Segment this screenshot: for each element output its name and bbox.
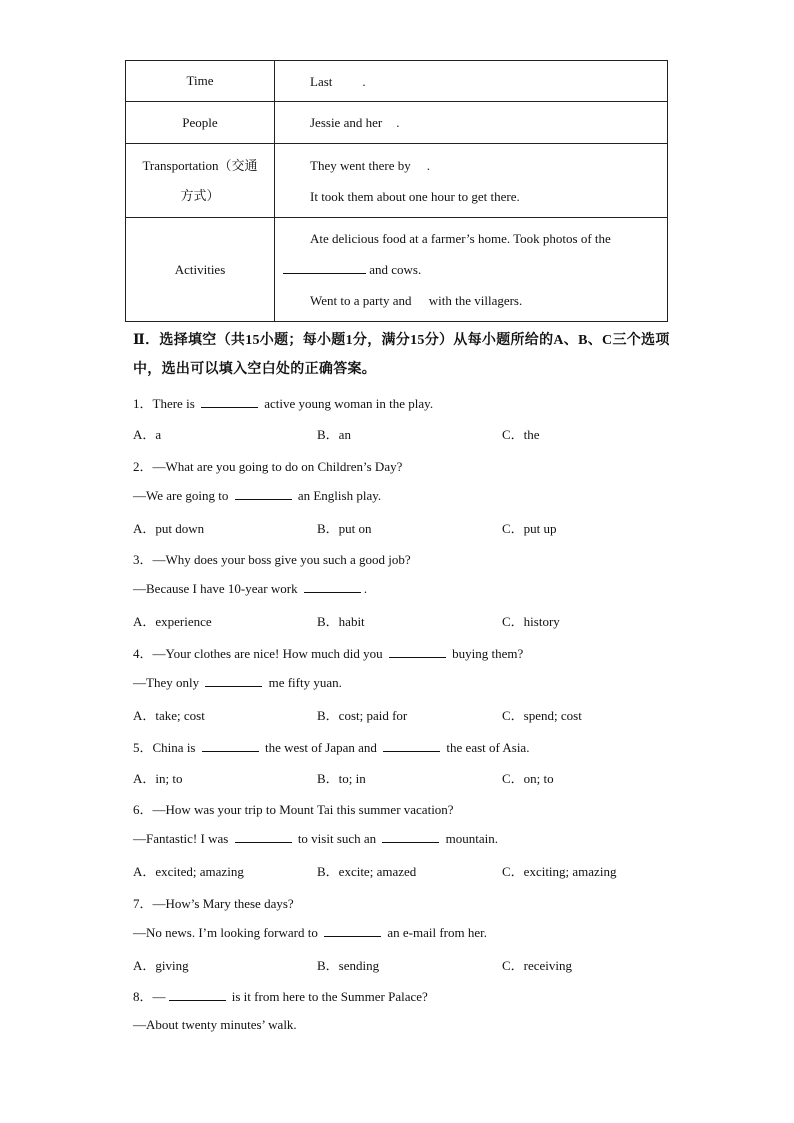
question-text: the east of Asia. [443, 740, 530, 755]
question-text: —We are going to [133, 488, 232, 503]
question-text: mountain. [442, 831, 499, 846]
option-a[interactable]: A．put down [133, 521, 205, 536]
question-text: —No news. I’m looking forward to [133, 925, 322, 940]
question-stem [133, 986, 428, 1005]
question-text: buying them? [448, 646, 524, 661]
option-a[interactable]: A．in; to [133, 771, 183, 786]
cell-text: Went to a party and [310, 293, 412, 308]
option-b[interactable]: B．habit [317, 614, 365, 629]
option-c[interactable]: C．exciting; amazing [502, 864, 617, 879]
answer-blank [169, 988, 226, 1001]
option-c[interactable]: C．spend; cost [502, 708, 582, 723]
table-row [126, 218, 668, 322]
row-label-people: People [126, 102, 275, 144]
answer-blank [324, 924, 381, 937]
option-c[interactable]: C．receiving [502, 958, 573, 973]
cell-text: Jessie and her [310, 115, 383, 130]
answer-blank [304, 580, 361, 593]
question-text: —Fantastic! I was [133, 831, 232, 846]
row-value-activities [275, 218, 668, 322]
question-text: —They only [133, 675, 203, 690]
option-b[interactable]: B．to; in [317, 771, 366, 786]
question-text: —How’s Mary these days? [152, 896, 294, 911]
row-label-transportation: Transportation（交通方式） [126, 144, 275, 218]
table-row [126, 102, 668, 144]
option-c[interactable]: C．on; to [502, 771, 554, 786]
answer-blank [235, 830, 292, 843]
question-stem [133, 737, 529, 756]
row-value-transportation [275, 144, 668, 218]
option-a[interactable]: A．take; cost [133, 708, 205, 723]
table-row [126, 61, 668, 102]
question-number: 6． [133, 802, 153, 817]
question-number: 3． [133, 552, 153, 567]
question-stem [133, 893, 294, 912]
cell-text: It took them about one hour to get there. [310, 188, 520, 204]
answer-blank [201, 395, 258, 408]
cell-text: with the villagers. [425, 293, 523, 308]
question-text: China is [152, 740, 199, 755]
question-line [133, 924, 487, 941]
question-stem [133, 549, 411, 568]
option-a[interactable]: A．giving [133, 958, 189, 973]
question-number: 4． [133, 646, 153, 661]
answer-blank [235, 487, 292, 500]
option-b[interactable]: B．excite; amazed [317, 864, 417, 879]
answer-blank [382, 830, 439, 843]
cell-text: . [426, 157, 430, 173]
question-text: —How was your trip to Mount Tai this summer vacation? [152, 802, 454, 817]
row-label-time: Time [126, 61, 275, 102]
question-stem [133, 393, 433, 412]
fill-blank [283, 261, 366, 274]
question-text: —About twenty minutes’ walk. [133, 1017, 297, 1032]
option-b[interactable]: B．put on [317, 521, 372, 536]
cell-text: . [362, 73, 366, 89]
question-number: 7． [133, 896, 153, 911]
section-heading: Ⅱ．选择填空（共15小题；每小题1分，满分15分）从每小题所给的A、B、C三个选项中，选出可以填入空白处的正确答案。 [133, 333, 670, 377]
option-b[interactable]: B．an [317, 427, 351, 442]
option-c[interactable]: C．the [502, 427, 540, 442]
answer-blank [383, 739, 440, 752]
cell-text: Last [310, 73, 333, 89]
option-a[interactable]: A．excited; amazing [133, 864, 244, 879]
question-number: 8． [133, 989, 153, 1004]
question-text: —Because I have 10-year work [133, 581, 301, 596]
question-stem [133, 456, 402, 475]
option-c[interactable]: C．put up [502, 521, 557, 536]
row-label-activities: Activities [126, 218, 275, 322]
option-b[interactable]: B．cost; paid for [317, 708, 408, 723]
answer-blank [202, 739, 259, 752]
answer-blank [205, 674, 262, 687]
question-line [133, 830, 498, 847]
question-text: the west of Japan and [261, 740, 381, 755]
cell-text: They went there by [310, 157, 411, 173]
cell-text: and cows. [366, 262, 422, 277]
question-text: active young woman in the play. [261, 396, 434, 411]
question-text: There is [152, 396, 198, 411]
cell-text: Ate delicious food at a farmer’s home. Took photos of the [310, 231, 611, 246]
option-a[interactable]: A．experience [133, 614, 212, 629]
question-line [133, 1017, 297, 1033]
question-text: an English play. [294, 488, 382, 503]
question-text: an e-mail from her. [384, 925, 487, 940]
question-line [133, 487, 381, 504]
table-row [126, 144, 668, 218]
info-table [125, 60, 668, 322]
question-text: —Why does your boss give you such a good job? [152, 552, 411, 567]
option-b[interactable]: B．sending [317, 958, 380, 973]
question-text: is it from here to the Summer Palace? [228, 989, 428, 1004]
row-value-people [275, 102, 668, 144]
option-c[interactable]: C．history [502, 614, 560, 629]
answer-blank [389, 645, 446, 658]
question-text: —What are you going to do on Children’s Day? [152, 459, 403, 474]
question-text: —Your clothes are nice! How much did you [152, 646, 386, 661]
question-line [133, 580, 367, 597]
question-text: me fifty yuan. [265, 675, 342, 690]
question-number: 2． [133, 459, 153, 474]
question-number: 1． [133, 396, 153, 411]
question-stem [133, 643, 523, 662]
cell-text: . [396, 115, 400, 130]
question-text: . [363, 581, 368, 596]
question-line [133, 674, 342, 691]
question-text: — [152, 989, 166, 1004]
option-a[interactable]: A．a [133, 427, 162, 442]
row-value-time [275, 61, 668, 102]
question-stem [133, 799, 454, 818]
question-number: 5． [133, 740, 153, 755]
question-text: to visit such an [294, 831, 380, 846]
